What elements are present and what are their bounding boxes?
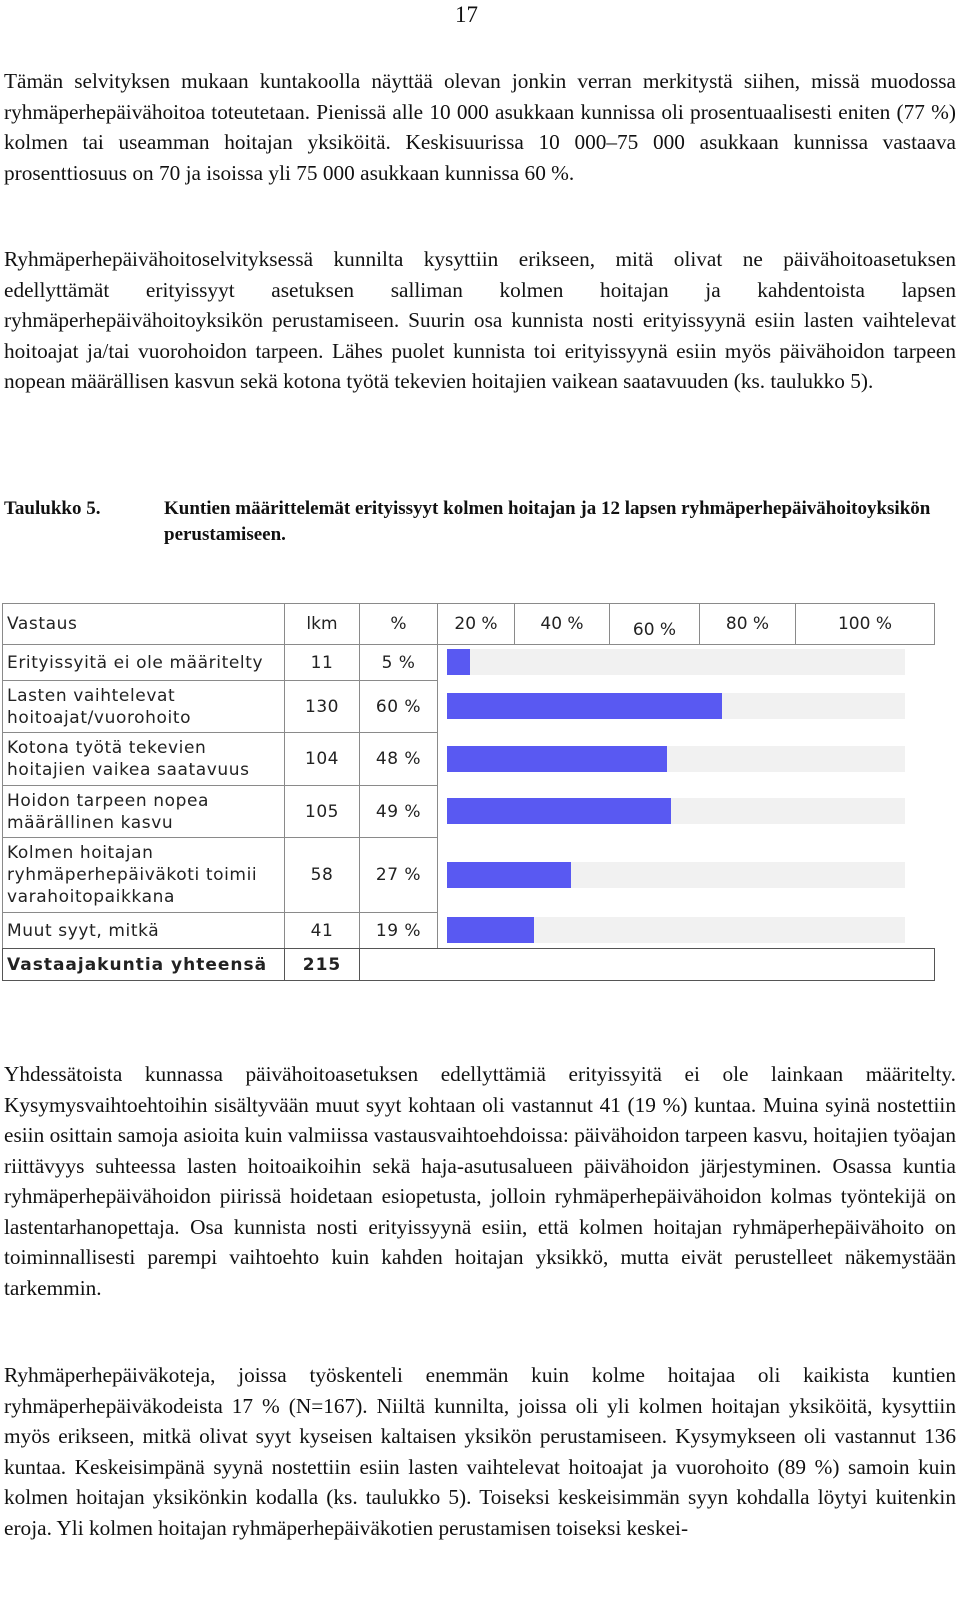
row-percent: 19 % — [359, 912, 438, 949]
bar — [447, 746, 667, 772]
row-label — [2, 785, 285, 838]
row-percent: 27 % — [359, 837, 438, 913]
scale-label: 60 % — [609, 603, 700, 645]
header-count: lkm — [284, 603, 360, 645]
bar-track — [667, 746, 905, 772]
row-label: Muut syyt, mitkä — [2, 912, 285, 949]
bar — [447, 917, 534, 943]
scale-label: 40 % — [514, 603, 610, 645]
total-count: 215 — [284, 948, 360, 981]
paragraph-1: Tämän selvityksen mukaan kuntakoolla näyttää olevan jonkin verran merkitystä siihen, missä muodossa ryhmäperhepäivähoitoa toteutetaan. Pienissä alle 10 000 asukkaan kunnissa oli prosentuaalisesti eniten (77 %) kolmen tai useamman hoitajan yksiköitä. Keskisuurissa 10 000–75 000 asukkaan kunnissa vastaava prosenttiosuus on 70 ja isoissa yli 75 000 asukkaan kunnissa 60 %. — [4, 69, 956, 185]
bar — [447, 798, 671, 824]
total-empty-cell — [359, 948, 935, 981]
row-count: 130 — [284, 680, 360, 733]
bar-track — [571, 862, 905, 888]
scale-label: 100 % — [795, 603, 935, 645]
row-label — [2, 837, 285, 913]
bar-track — [671, 798, 905, 824]
caption-title: Kuntien määrittelemät erityissyyt kolmen hoitajan ja 12 lapsen ryhmäperhepäivähoitoyksikön perustamiseen. — [164, 498, 931, 545]
scale-label: 20 % — [437, 603, 515, 645]
header-answer: Vastaus — [2, 603, 285, 645]
row-count: 104 — [284, 732, 360, 786]
header-percent: % — [359, 603, 438, 645]
bar-track — [534, 917, 905, 943]
row-label — [2, 732, 285, 786]
row-label-text: Kolmen hoitajan ryhmäperhepäiväkoti toimii varahoitopaikkana — [7, 843, 258, 907]
paragraph-2: Ryhmäperhepäivähoitoselvityksessä kunnilta kysyttiin erikseen, mitä olivat ne päivähoitoasetuksen edellyttämät erityissyyt asetuksen salliman kolmen hoitajan ja kahdentoista lapsen ryhmäperhepäivähoitoyksikön perustamiseen. Suurin osa kunnista nosti erityissyynä esiin lasten vaihtelevat hoitoajat ja/tai vuorohoidon tarpeen. Lähes puolet kunnista toi erityissyynä esiin myös päivähoidon tarpeen nopean määrällisen kasvun sekä kotona työtä tekevien hoitajien vaikean saatavuuden (ks. taulukko 5). — [4, 247, 956, 393]
scale-label: 80 % — [699, 603, 796, 645]
row-percent: 60 % — [359, 680, 438, 733]
row-label-text: Kotona työtä tekevien hoitajien vaikea saatavuus — [7, 738, 250, 780]
paragraph-4: Ryhmäperhepäiväkoteja, joissa työskenteli enemmän kuin kolme hoitajaa oli kaikista kuntien ryhmäperhepäiväkodeista 17 % (N=167). Niiltä kunnilta, joissa oli yli kolmen hoitajan yksiköitä, kysyttiin myös erikseen, mitkä olivat syyt kyseisen kaltaisen yksikön perustamiseen. Kysymykseen oli vastannut 136 kuntaa. Keskeisimpänä syynä nostettiin esiin lasten vaihtelevat hoitoajat ja vuorohoito (89 %) samoin kuin kolmen hoitajan yksikönkin kodalla (ks. taulukko 5). Toiseksi keskeisimmän syyn kohdalla löytyi kuitenkin eroja. Yli kolmen hoitajan ryhmäperhepäiväkotien perustamisen toiseksi keskei- — [4, 1363, 956, 1540]
bar-track — [470, 649, 905, 675]
caption-label: Taulukko 5. — [4, 498, 101, 519]
row-percent: 5 % — [359, 644, 438, 681]
paragraph-3: Yhdessätoista kunnassa päivähoitoasetuksen edellyttämiä erityissyitä ei ole lainkaan määritelty. Kysymysvaihtoehtoihin sisältyvään muut syyt kohtaan oli vastannut 41 (19 %) kuntaa. Muina syinä nostettiin esiin osittain samoja asioita kuin valmiissa vastausvaihtoehdoissa: päivähoidon tarpeen kasvu, hoitajien työajan riittävyys suhteessa lasten hoitoaikoihin sekä haja-asutusalueen päivähoidon järjestyminen. Osassa kuntia ryhmäperhepäivähoidon piirissä hoidetaan esiopetusta, jolloin ryhmäperhepäivähoidon kolmas työntekijä on lastentarhanopettaja. Osa kunnista nosti erityissyynä esiin, että kolmen hoitajan ryhmäperhepäivähoito on toiminnallisesti parempi vaihtoehto kuin kahden hoitajan yksikkö, mutta eivät perustelleet näkemystään tarkemmin. — [4, 1062, 956, 1300]
bar — [447, 649, 470, 675]
bar-chart-area — [437, 644, 935, 949]
row-label-text: Lasten vaihtelevat hoitoajat/vuorohoito — [7, 685, 192, 728]
row-label — [2, 680, 285, 733]
bar — [447, 862, 571, 888]
row-label-text: Hoidon tarpeen nopea määrällinen kasvu — [7, 790, 210, 833]
row-label: Erityissyitä ei ole määritelty — [2, 644, 285, 681]
row-count: 41 — [284, 912, 360, 949]
row-count: 11 — [284, 644, 360, 681]
row-percent: 48 % — [359, 732, 438, 786]
row-count: 105 — [284, 785, 360, 838]
bar — [447, 693, 722, 719]
bar-track — [722, 693, 905, 719]
row-count: 58 — [284, 837, 360, 913]
total-label: Vastaajakuntia yhteensä — [2, 948, 285, 981]
reasons-table — [2, 603, 959, 1010]
page-number: 17 — [455, 2, 478, 27]
row-percent: 49 % — [359, 785, 438, 838]
